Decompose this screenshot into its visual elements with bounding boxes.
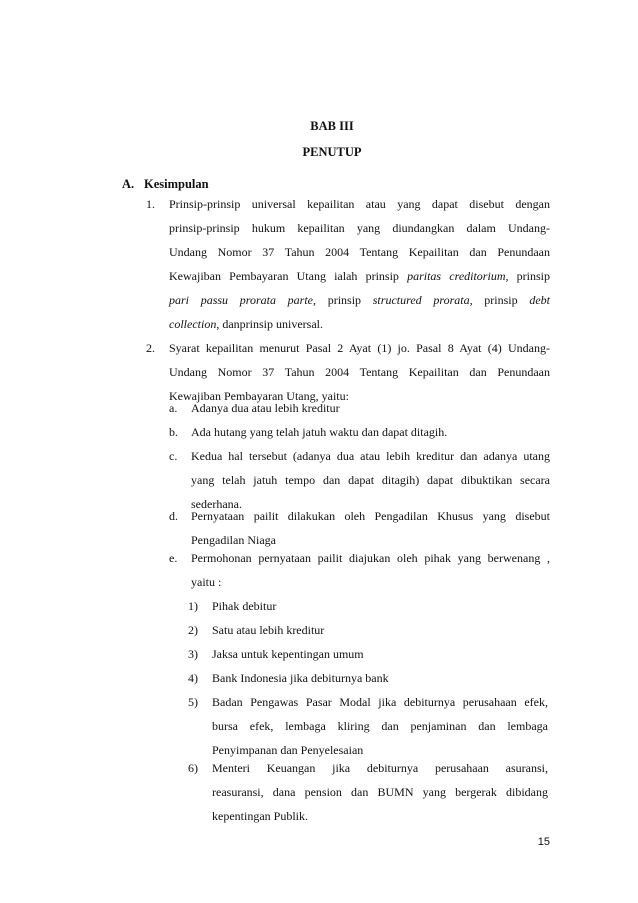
party-item [212,690,548,762]
section-heading [122,176,209,192]
requirement-item [191,504,550,552]
conclusion-item [169,192,550,336]
conclusion-item-line [169,336,550,360]
italic-term: pari passu prorata parte, [169,293,317,307]
italic-term: collection [169,317,217,331]
conclusion-item-line [169,264,550,288]
party-item-line: Pihak debitur [212,599,277,613]
party-item [212,642,548,666]
party-item-marker: 6) [188,761,198,775]
party-item-marker: 3) [188,647,198,661]
party-item-marker: 2) [188,623,198,637]
requirement-item-line: yaitu : [191,575,222,589]
requirement-item-line: Pernyataan pailit dilakukan oleh Pengadilan Khusus yang disebut [191,509,550,523]
party-item-marker: 4) [188,671,198,685]
text-run: Undang Nomor 37 Tahun 2004 Tentang Kepailitan dan Penundaan [169,245,550,259]
requirement-item-marker: b. [169,425,178,439]
italic-term: structured prorata, [372,293,473,307]
party-item-marker: 1) [188,599,198,613]
section-letter: A. [122,177,135,191]
text-run: Prinsip-prinsip universal kepailitan atau yang dapat disebut dengan [169,197,550,211]
party-item-line: Satu atau lebih kreditur [212,623,325,637]
requirement-item-marker: e. [169,551,178,565]
requirement-item [191,420,550,444]
conclusion-item-line [169,216,550,240]
requirement-item-marker: d. [169,509,178,523]
conclusion-item-line [169,240,550,264]
chapter-number: BAB III [310,119,354,133]
italic-term: debt [529,293,551,307]
requirement-item [191,546,550,594]
conclusion-item-marker: 1. [146,197,155,211]
party-item [212,666,548,690]
page-number: 15 [537,836,550,848]
text-run: prinsip [508,269,550,283]
requirement-item [191,396,550,420]
text-run: Undang Nomor 37 Tahun 2004 Tentang Kepailitan dan Penundaan [169,365,550,379]
conclusion-item-line [169,360,550,384]
party-item [212,594,548,618]
text-run: prinsip [472,293,530,307]
text-run: Kewajiban Pembayaran Utang, yaitu: [169,389,349,403]
italic-term: paritas creditorium, [407,269,509,283]
party-item-line: reasuransi, dana pension dan BUMN yang bergerak dibidang [212,785,548,799]
party-item-line: Jaksa untuk kepentingan umum [212,647,364,661]
requirement-item-line: Ada hutang yang telah jatuh waktu dan dapat ditagih. [191,425,448,439]
chapter-title: PENUTUP [302,145,362,159]
text-run: , danprinsip universal. [216,317,323,331]
text-run: prinsip [316,293,373,307]
conclusion-item-line [169,192,550,216]
text-run: Syarat kepailitan menurut Pasal 2 Ayat (1) jo. Pasal 8 Ayat (4) Undang- [169,341,550,355]
party-item-line: bursa efek, lembaga kliring dan penjaminan dan lembaga [212,719,548,733]
requirement-item-line: Kedua hal tersebut (adanya dua atau lebih kreditur dan adanya utang [191,449,550,463]
party-item-line: Badan Pengawas Pasar Modal jika debiturnya perusahaan efek, [212,695,548,709]
party-item-line: kepentingan Publik. [212,809,308,823]
section-title: Kesimpulan [144,177,209,191]
requirement-item-marker: a. [169,401,178,415]
requirement-item-marker: c. [169,449,178,463]
requirement-item-line: sederhana. [191,497,242,511]
party-item [212,756,548,828]
text-run: prinsip-prinsip hukum kepailitan yang diundangkan dalam Undang- [169,221,550,235]
requirement-item-line: yang telah jatuh tempo dan dapat ditagih) dapat dibuktikan secara [191,473,550,487]
party-item [212,618,548,642]
conclusion-item-line [169,312,550,336]
conclusion-item-line [169,288,550,312]
requirement-item-line: Permohonan pernyataan pailit diajukan oleh pihak yang berwenang , [191,551,550,565]
party-item-line: Penyimpanan dan Penyelesaian [212,743,364,757]
conclusion-item-marker: 2. [146,341,155,355]
text-run: Kewajiban Pembayaran Utang ialah prinsip [169,269,408,283]
requirement-item-line: Pengadilan Niaga [191,533,276,547]
party-item-line: Menteri Keuangan jika debiturnya perusahaan asuransi, [212,761,548,775]
party-item-marker: 5) [188,695,198,709]
requirement-item-line: Adanya dua atau lebih kreditur [191,401,340,415]
party-item-line: Bank Indonesia jika debiturnya bank [212,671,389,685]
